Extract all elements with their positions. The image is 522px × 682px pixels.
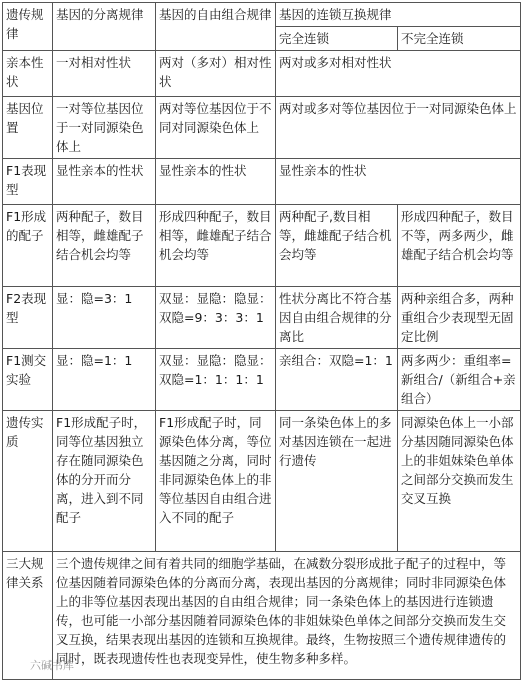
header-segregation-law: 基因的分离规律: [53, 3, 156, 51]
row-label-gene-location: 基因位置: [3, 97, 53, 159]
cell-f1-phenotype-segregation: 显性亲本的性状: [53, 159, 156, 205]
header-law-name: 遗传规律: [3, 3, 53, 51]
row-label-parent-traits: 亲本性状: [3, 51, 53, 97]
cell-f1-gametes-complete-linkage: 两种配子,数目相等，雌雄配子结合机会均等: [276, 205, 398, 287]
cell-gene-location-segregation: 一对等位基因位于一对同源染色体上: [53, 97, 156, 159]
row-label-f1-testcross: F1测交实验: [3, 349, 53, 411]
cell-essence-incomplete-linkage: 同源染色体上一小部分基因随同源染色体上的非姐妹染色单体之间部分交换而发生交叉互换: [398, 411, 521, 552]
cell-gene-location-linkage: 两对或多对等位基因位于一对同源染色体上: [276, 97, 521, 159]
cell-essence-assortment: F1形成配子时，同源染色体分离，等位基因随之分离，同时非同源染色体上的非等位基因自由组合进入不同的配子: [156, 411, 276, 552]
header-linkage-law: 基因的连锁互换规律: [276, 3, 521, 27]
cell-three-laws-relation: 三个遗传规律之间有着共同的细胞学基础，在减数分裂形成批子配子的过程中，等位基因随着同源染色体的分离而分离，表现出基因的分离规律；同时非同源染色体上的非等位基因表现出基因的自由组合规律；同一条染色体上的基因进行连锁遗传，也可能一小部分基因随着同源染色体的非姐妹染色单体之间部分交换而发生交叉互换，结果表现出基因的连锁和互换规律。最终，生物按照三个遗传规律遗传的同时，既表现遗传性也表现变异性，使生物多种多样。: [53, 552, 521, 680]
cell-f2-phenotype-assortment: 双显：显隐：隐显：双隐=9：3：3：1: [156, 287, 276, 349]
header-incomplete-linkage: 不完全连锁: [398, 27, 521, 51]
cell-f2-phenotype-incomplete-linkage: 两种亲组合多，两种重组合少表现型无固定比例: [398, 287, 521, 349]
row-label-three-laws-relation: 三大规律关系: [3, 552, 53, 680]
cell-f1-phenotype-assortment: 显性亲本的性状: [156, 159, 276, 205]
header-complete-linkage: 完全连锁: [276, 27, 398, 51]
cell-parent-traits-linkage: 两对或多对相对性状: [276, 51, 521, 97]
cell-f1-testcross-assortment: 双显：显隐：隐显：双隐=1：1：1：1: [156, 349, 276, 411]
cell-gene-location-assortment: 两对等位基因位于不同对同源染色体上: [156, 97, 276, 159]
cell-f2-phenotype-complete-linkage: 性状分离比不符合基因自由组合规律的分离比: [276, 287, 398, 349]
cell-parent-traits-segregation: 一对相对性状: [53, 51, 156, 97]
row-label-f1-gametes: F1形成的配子: [3, 205, 53, 287]
cell-f1-testcross-segregation: 显：隐=1：1: [53, 349, 156, 411]
cell-f1-testcross-complete-linkage: 亲组合：双隐=1：1: [276, 349, 398, 411]
cell-essence-complete-linkage: 同一条染色体上的多对基因连锁在一起进行遗传: [276, 411, 398, 552]
cell-f1-gametes-incomplete-linkage: 形成四种配子，数目不等，两多两少，雌雄配子结合机会均等: [398, 205, 521, 287]
cell-f1-testcross-incomplete-linkage: 两多两少：重组率=新组合/（新组合+亲组合）: [398, 349, 521, 411]
header-independent-assortment-law: 基因的自由组合规律: [156, 3, 276, 51]
cell-f1-gametes-segregation: 两种配子，数目相等，雌雄配子结合机会均等: [53, 205, 156, 287]
cell-f1-gametes-assortment: 形成四种配子，数目相等，雌雄配子结合机会均等: [156, 205, 276, 287]
cell-parent-traits-assortment: 两对（多对）相对性状: [156, 51, 276, 97]
cell-f2-phenotype-segregation: 显：隐=3：1: [53, 287, 156, 349]
cell-essence-segregation: F1形成配子时，同等位基因独立存在随同源染色体的分开而分离，进入到不同配子: [53, 411, 156, 552]
row-label-f2-phenotype: F2表现型: [3, 287, 53, 349]
cell-f1-phenotype-linkage: 显性亲本的性状: [276, 159, 521, 205]
genetics-laws-table: [2, 2, 521, 680]
watermark: 六碱书库: [30, 659, 74, 672]
row-label-f1-phenotype: F1表现型: [3, 159, 53, 205]
row-label-genetic-essence: 遗传实质: [3, 411, 53, 552]
